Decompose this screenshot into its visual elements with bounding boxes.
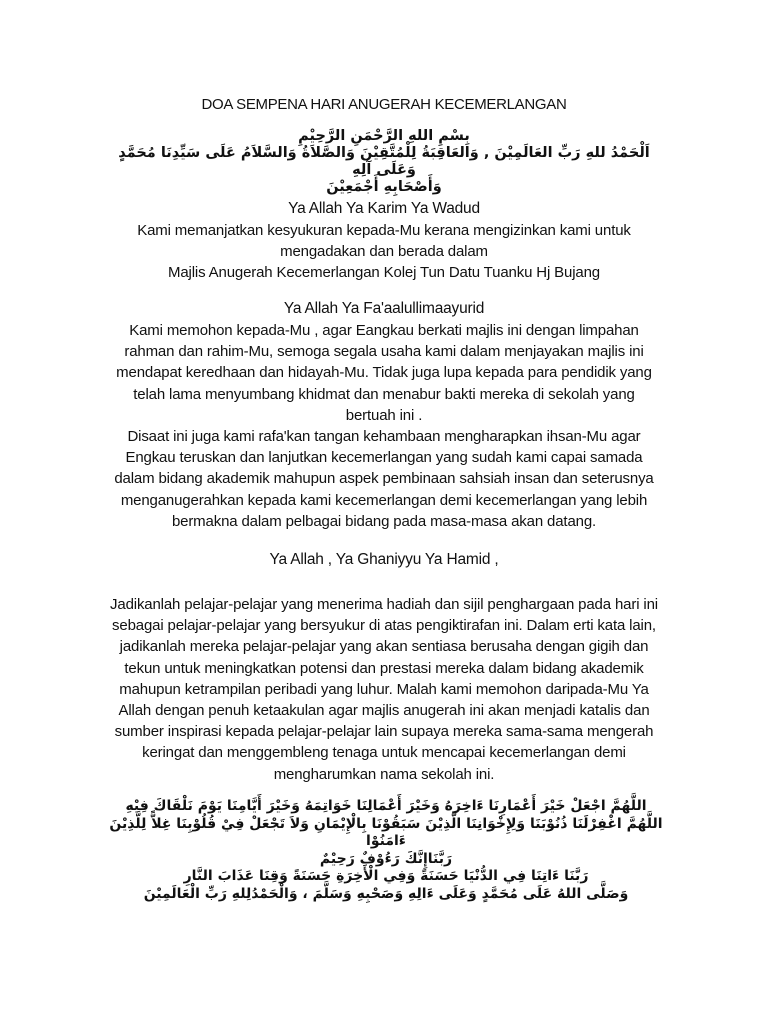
section-3-heading: Ya Allah , Ya Ghaniyyu Ya Hamid ,: [269, 551, 499, 568]
opening-arabic-prayer: [110, 128, 658, 196]
section-2-heading: Ya Allah Ya Fa'aalullimaayurid: [283, 300, 485, 317]
section-1-paragraph-2: Majlis Anugerah Kecemerlangan Kolej Tun Datu Tuanku Hj Bujang: [168, 264, 600, 282]
section-2-paragraph-2: Disaat ini juga kami rafa'kan tangan kehambaan mengharapkan ihsan-Mu agar Engkau teruskan dan lanjutkan kecemerlangan yang sudah kami capai samada dalam bidang akademik mahupun aspek pembinaan sahsiah insan dan seterusnya menganugerahkan kepada kami kecemerlangan demi kecemerlangan yang lebih bermakna dalam pelbagai bidang pada masa-masa akan datang.: [114, 428, 654, 530]
closing-arabic-line-1: اللَّهُمَّ اجْعَلْ خَيْرَ أَعْمَارِنَا ءَاخِرَهُ وَخَيْرَ أَعْمَالِنَا خَوَاتِمَهُ وَخَيْرَ أَيَّامِنَا يَوْمَ نَلْقَاكَ فِيْهِ: [125, 798, 647, 814]
closing-arabic-prayer: [108, 798, 664, 903]
section-1-heading: Ya Allah Ya Karim Ya Wadud: [288, 200, 480, 217]
section-1-body: [128, 220, 640, 284]
section-2-paragraph-1: Kami memohon kepada-Mu , agar Eangkau berkati majlis ini dengan limpahan rahman dan rahim-Mu, semoga segala usaha kami dalam menjayakan majlis ini mendapat keredhaan dan hidayah-Mu. Tidak juga lupa kepada para pendidik yang telah lama menyumbang khidmat dan menabur bakti mereka di sekolah yang bertuah ini .: [116, 322, 652, 424]
document-title: DOA SEMPENA HARI ANUGERAH KECEMERLANGAN: [201, 96, 567, 113]
closing-arabic-line-3: رَبَّنَاإِنَّكَ رَءُوْفٌ رَحِيْمٌ: [319, 850, 453, 867]
opening-arabic-line-2: وَأَصْحَابِهِ أَجْمَعِيْنَ: [326, 179, 442, 195]
opening-arabic-line-1: اَلْحَمْدُ للهِ رَبِّ العَالَمِيْنَ , وَالعَاقِبَةُ لِلْمُتَّقِيْنَ وَالصَّلاَةُ وَالسَّلاَمُ عَلَى سَيِّدِنَا مُحَمَّدٍ وَعَلَى آلِهِ: [118, 145, 650, 178]
section-1-paragraph: Kami memanjatkan kesyukuran kepada-Mu kerana mengizinkan kami untuk mengadakan dan berada dalam: [137, 222, 631, 261]
section-3-paragraph: Jadikanlah pelajar-pelajar yang menerima hadiah dan sijil penghargaan pada hari ini sebagai pelajar-pelajar yang bersyukur di atas pengiktirafan ini. Dalam erti kata lain, jadikanlah mereka pelajar-pelajar yang akan sentiasa berusaha dengan gigih dan tekun untuk meningkatkan potensi dan prestasi mereka dalam bidang akademik mahupun ketrampilan peribadi yang luhur. Malah kami memohon daripada-Mu Ya Allah dengan penuh ketaakulan agar majlis anugerah ini akan menjadi katalis dan sumber inspirasi kepada pelajar-pelajar lain supaya mereka sama-sama mengerah keringat dan menggembleng tenaga untuk mencapai kecemerlangan demi mengharumkan nama sekolah ini.: [110, 596, 658, 783]
closing-arabic-line-4: رَبَّنَا ءَاتِنَا فِي الدُّنْيَا حَسَنَةً وَفِي الْأَخِرَةِ حَسَنَةً وَقِنَا عَذَابَ النَّارِ: [183, 868, 589, 884]
section-3-body: [104, 594, 664, 785]
section-2-body: [108, 320, 660, 532]
closing-arabic-line-5: وَصَلَّى اللهُ عَلَى مُحَمَّدٍ وَعَلَى ءَالِهِ وَصَحْبِهِ وَسَلَّمَ ، وَالْحَمْدُلِلهِ رَبِّ الْعَالَمِيْنَ: [143, 885, 629, 902]
closing-arabic-line-2: اللَّهُمَّ اغْفِرْلَنَا ذُنُوْبَنَا وَلِإِخْوَانِنَا الَّذِيْنَ سَبَقُوْنَا بِالْإِيْمَانِ وَلاَ تَجْعَلْ فِيْ قُلُوْبِنَا غِلاًّ لِلَّذِيْنَ ءَامَنُوْا: [109, 815, 663, 849]
basmalah: بِسْمِ اللهِ الرَّحْمَنِ الرَّحِيْمِ: [298, 128, 470, 144]
